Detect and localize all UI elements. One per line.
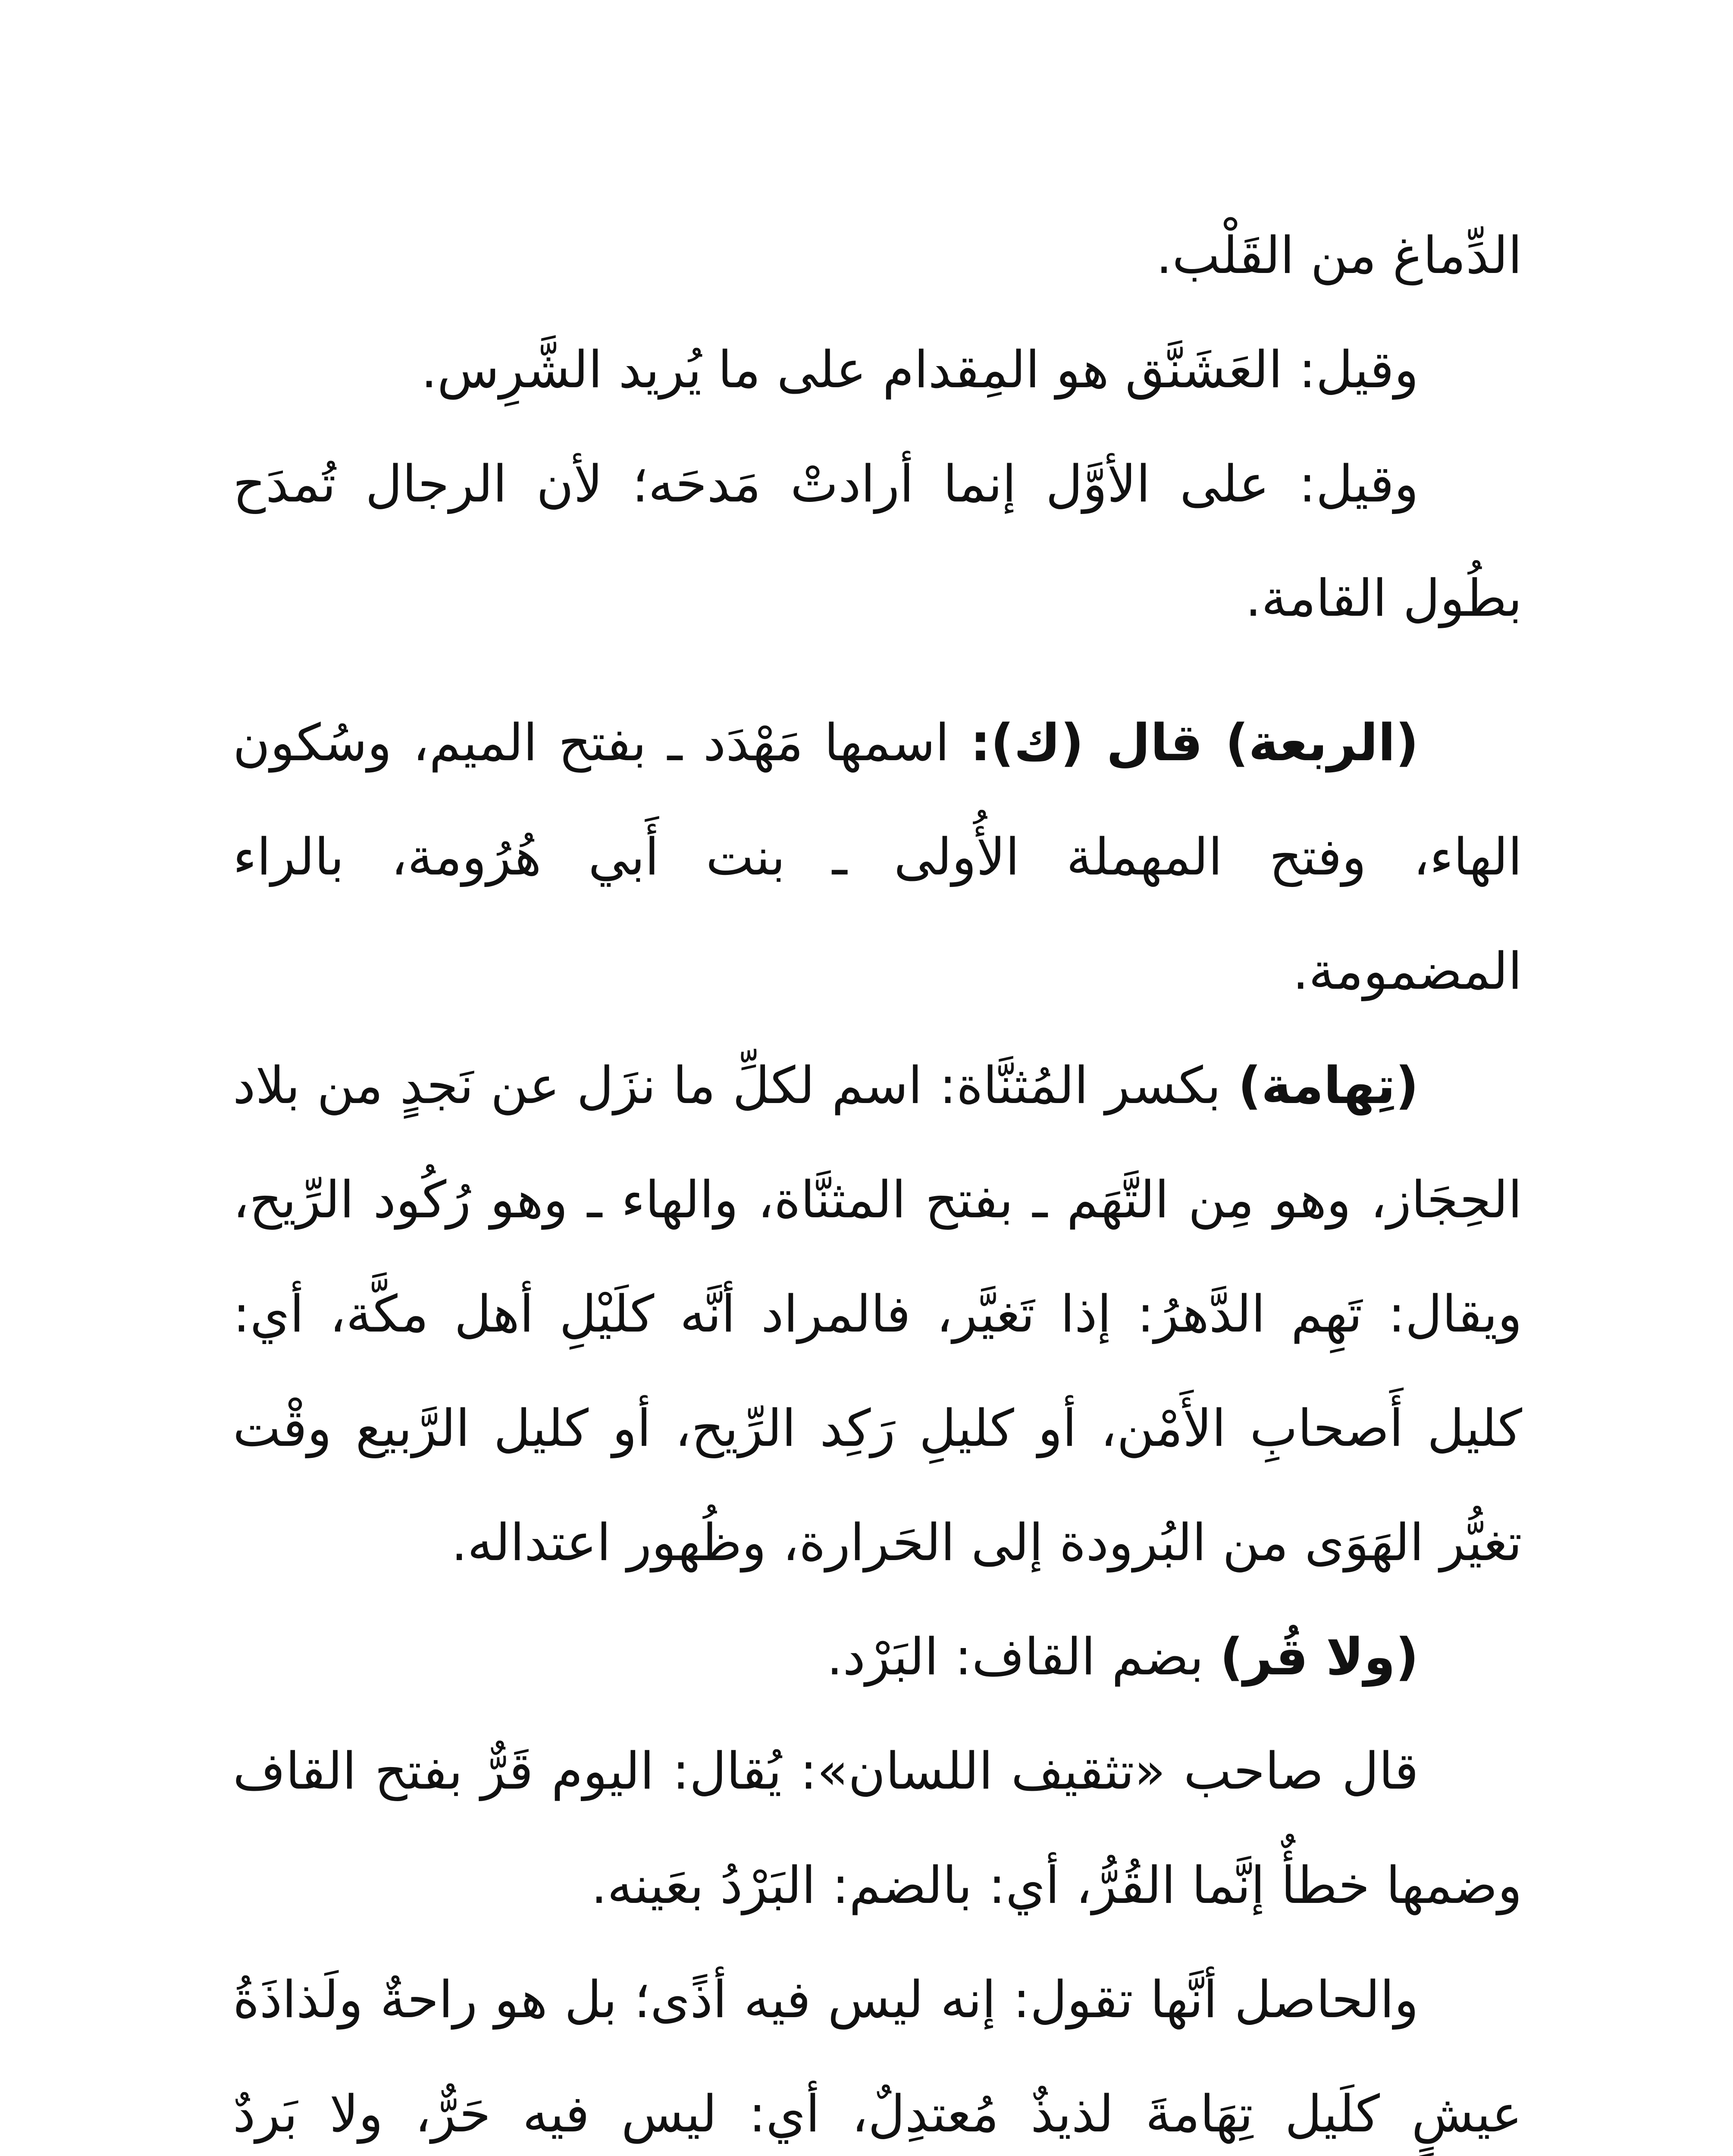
entry-heading: (تِهامة): [1238, 1056, 1419, 1115]
paragraph-7: [233, 1714, 1522, 1943]
paragraph-1: [233, 198, 1522, 313]
paragraph-2: [233, 313, 1522, 427]
paragraph-4: [233, 686, 1522, 1028]
text-run: بكسر المُثنَّاة: اسم لكلِّ ما نزَل عن نَجدٍ من بلاد الحِجَاز، وهو مِن التَّهَم ـ بفتح المثنَّاة، والهاء ـ وهو رُكُود الرِّيح، ويقال: تَهِم الدَّهرُ: إذا تَغيَّر، فالمراد أنَّه كلَيْلِ أهل مكَّة، أي: كليل أَصحابِ الأَمْن، أو كليلِ رَكِد الرِّيح، أو كليل الرَّبيع وقْت تغيُّر الهَوَى من البُرودة إلى الحَرارة، وظُهور اعتداله.: [233, 1056, 1522, 1572]
text-run: وقيل: العَشَنَّق هو المِقدام على ما يُريد الشَّرِس.: [421, 340, 1419, 399]
text-run: اسمها مَهْدَد ـ بفتح الميم، وسُكون الهاء، وفتح المهملة الأُولى ـ بنت أَبي هُرُومة، بالراء المضمومة.: [233, 713, 1522, 1001]
text-run: وقيل: على الأوَّل إنما أرادتْ مَدحَه؛ لأن الرجال تُمدَح بطُول القامة.: [233, 454, 1522, 628]
entry-heading: (الربعة) قال (ك):: [970, 713, 1419, 772]
paragraph-6: [233, 1600, 1522, 1714]
text-run: والحاصل أنَّها تقول: إنه ليس فيه أذًى؛ بل هو راحةٌ ولَذاذَةُ عيشٍ كلَيل تِهَامةَ لذيذٌ مُعتدِلٌ، أي: ليس فيه حَرٌّ، ولا بَردٌ: [233, 1970, 1522, 2143]
text-run: قال صاحب «تثقيف اللسان»: يُقال: اليوم قَرٌّ بفتح القاف وضمها خطأٌ إنَّما القُرُّ، أي: بالضم: البَرْدُ بعَينه.: [233, 1741, 1522, 1915]
paragraph-8: [233, 1943, 1522, 2156]
text-run: الدِّماغ من القَلْب.: [1156, 226, 1522, 285]
entry-heading: (ولا قُر): [1220, 1627, 1419, 1686]
text-run: بضم القاف: البَرْد.: [826, 1627, 1220, 1686]
paragraph-5: [233, 1028, 1522, 1600]
paragraph-3: [233, 427, 1522, 655]
body-text: [233, 198, 1522, 2156]
